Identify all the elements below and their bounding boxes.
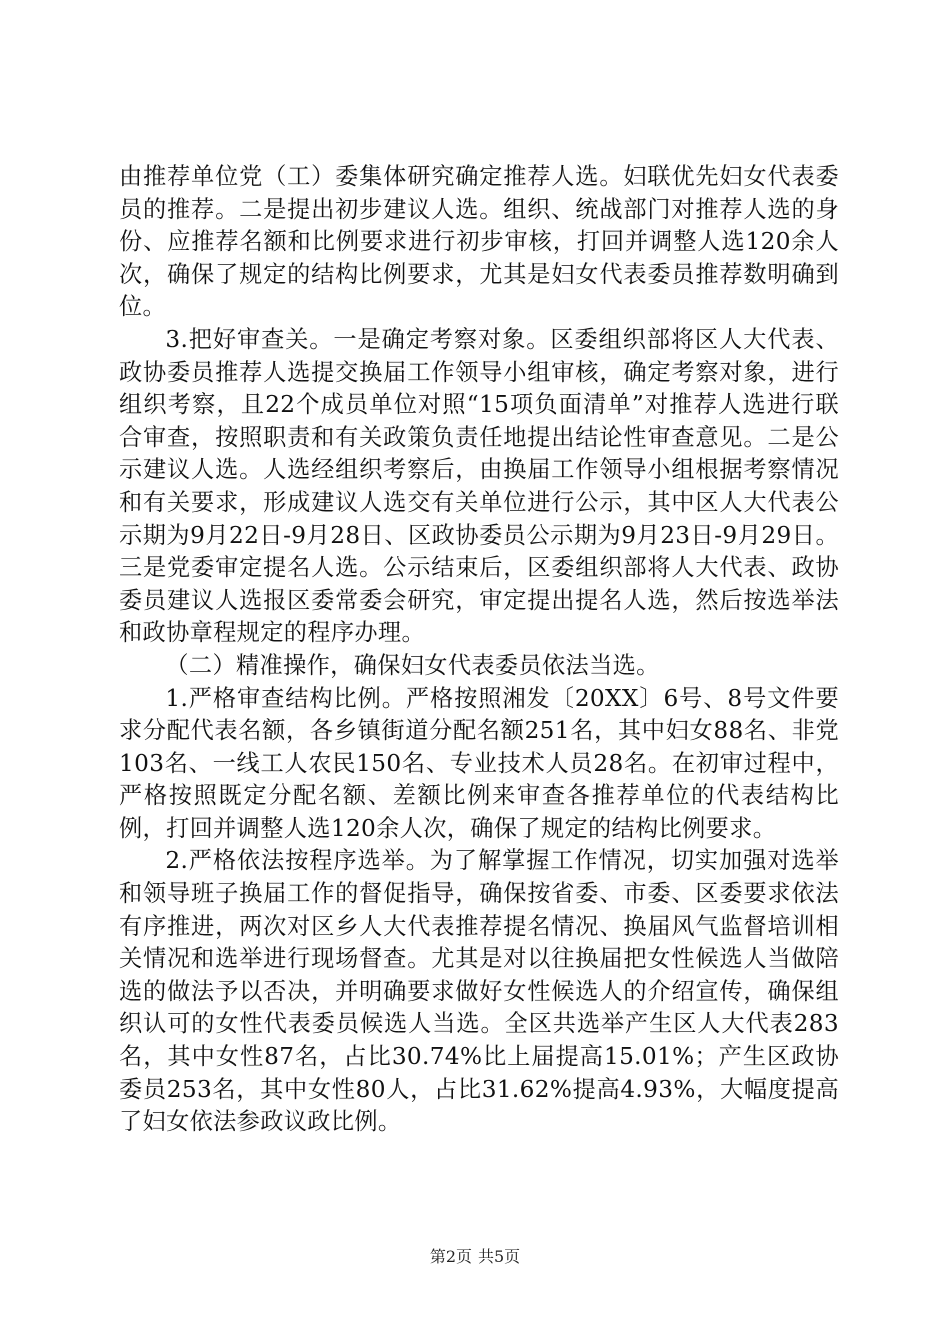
paragraph-review-gate: 3.把好审查关。一是确定考察对象。区委组织部将区人大代表、政协委员推荐人选提交换届工作领导小组审核，确定考察对象，进行组织考察，且22个成员单位对照“15项负面清单”对推荐人选进行联合审查，按照职责和有关政策负责任地提出结论性审查意见。二是公示建议人选。人选经组织考察后，由换届工作领导小组根据考察情况和有关要求，形成建议人选交有关单位进行公示，其中区人大代表公示期为9月22日-9月28日、区政协委员公示期为9月23日-9月29日。三是党委审定提名人选。公示结束后，区委组织部将人大代表、政协委员建议人选报区委常委会研究，审定提出提名人选，然后按选举法和政协章程规定的程序办理。 (119, 325, 839, 647)
page-footer (0, 1244, 950, 1267)
paragraph-continuation: 由推荐单位党（工）委集体研究确定推荐人选。妇联优先妇女代表委员的推荐。二是提出初步建议人选。组织、统战部门对推荐人选的身份、应推荐名额和比例要求进行初步审核，打回并调整人选120余人次，确保了规定的结构比例要求，尤其是妇女代表委员推荐数明确到位。 (119, 163, 839, 321)
page-number: 第2页 (429, 1247, 472, 1266)
paragraph-election-procedure: 2.严格依法按程序选举。为了解掌握工作情况，切实加强对选举和领导班子换届工作的督促指导，确保按省委、市委、区委要求依法有序推进，两次对区乡人大代表推荐提名情况、换届风气监督培训相关情况和选举进行现场督查。尤其是对以往换届把女性候选人当做陪选的做法予以否决，并明确要求做好女性候选人的介绍宣传，确保组织认可的女性代表委员候选人当选。全区共选举产生区人大代表283名，其中女性87名，占比30.74%比上届提高15.01%；产生区政协委员253名，其中女性80人，占比31.62%提高4.93%，大幅度提高了妇女依法参政议政比例。 (119, 847, 839, 1136)
document-body (119, 161, 839, 1139)
section-heading: （二）精准操作，确保妇女代表委员依法当选。 (165, 651, 660, 679)
paragraph-structure-ratio: 1.严格审查结构比例。严格按照湘发〔20XX〕6号、8号文件要求分配代表名额，各乡镇街道分配名额251名，其中妇女88名、非党103名、一线工人农民150名、专业技术人员28名。在初审过程中，严格按照既定分配名额、差额比例来审查各推荐单位的代表结构比例，打回并调整人选120余人次，确保了规定的结构比例要求。 (119, 684, 839, 842)
page-total: 共5页 (478, 1247, 521, 1266)
